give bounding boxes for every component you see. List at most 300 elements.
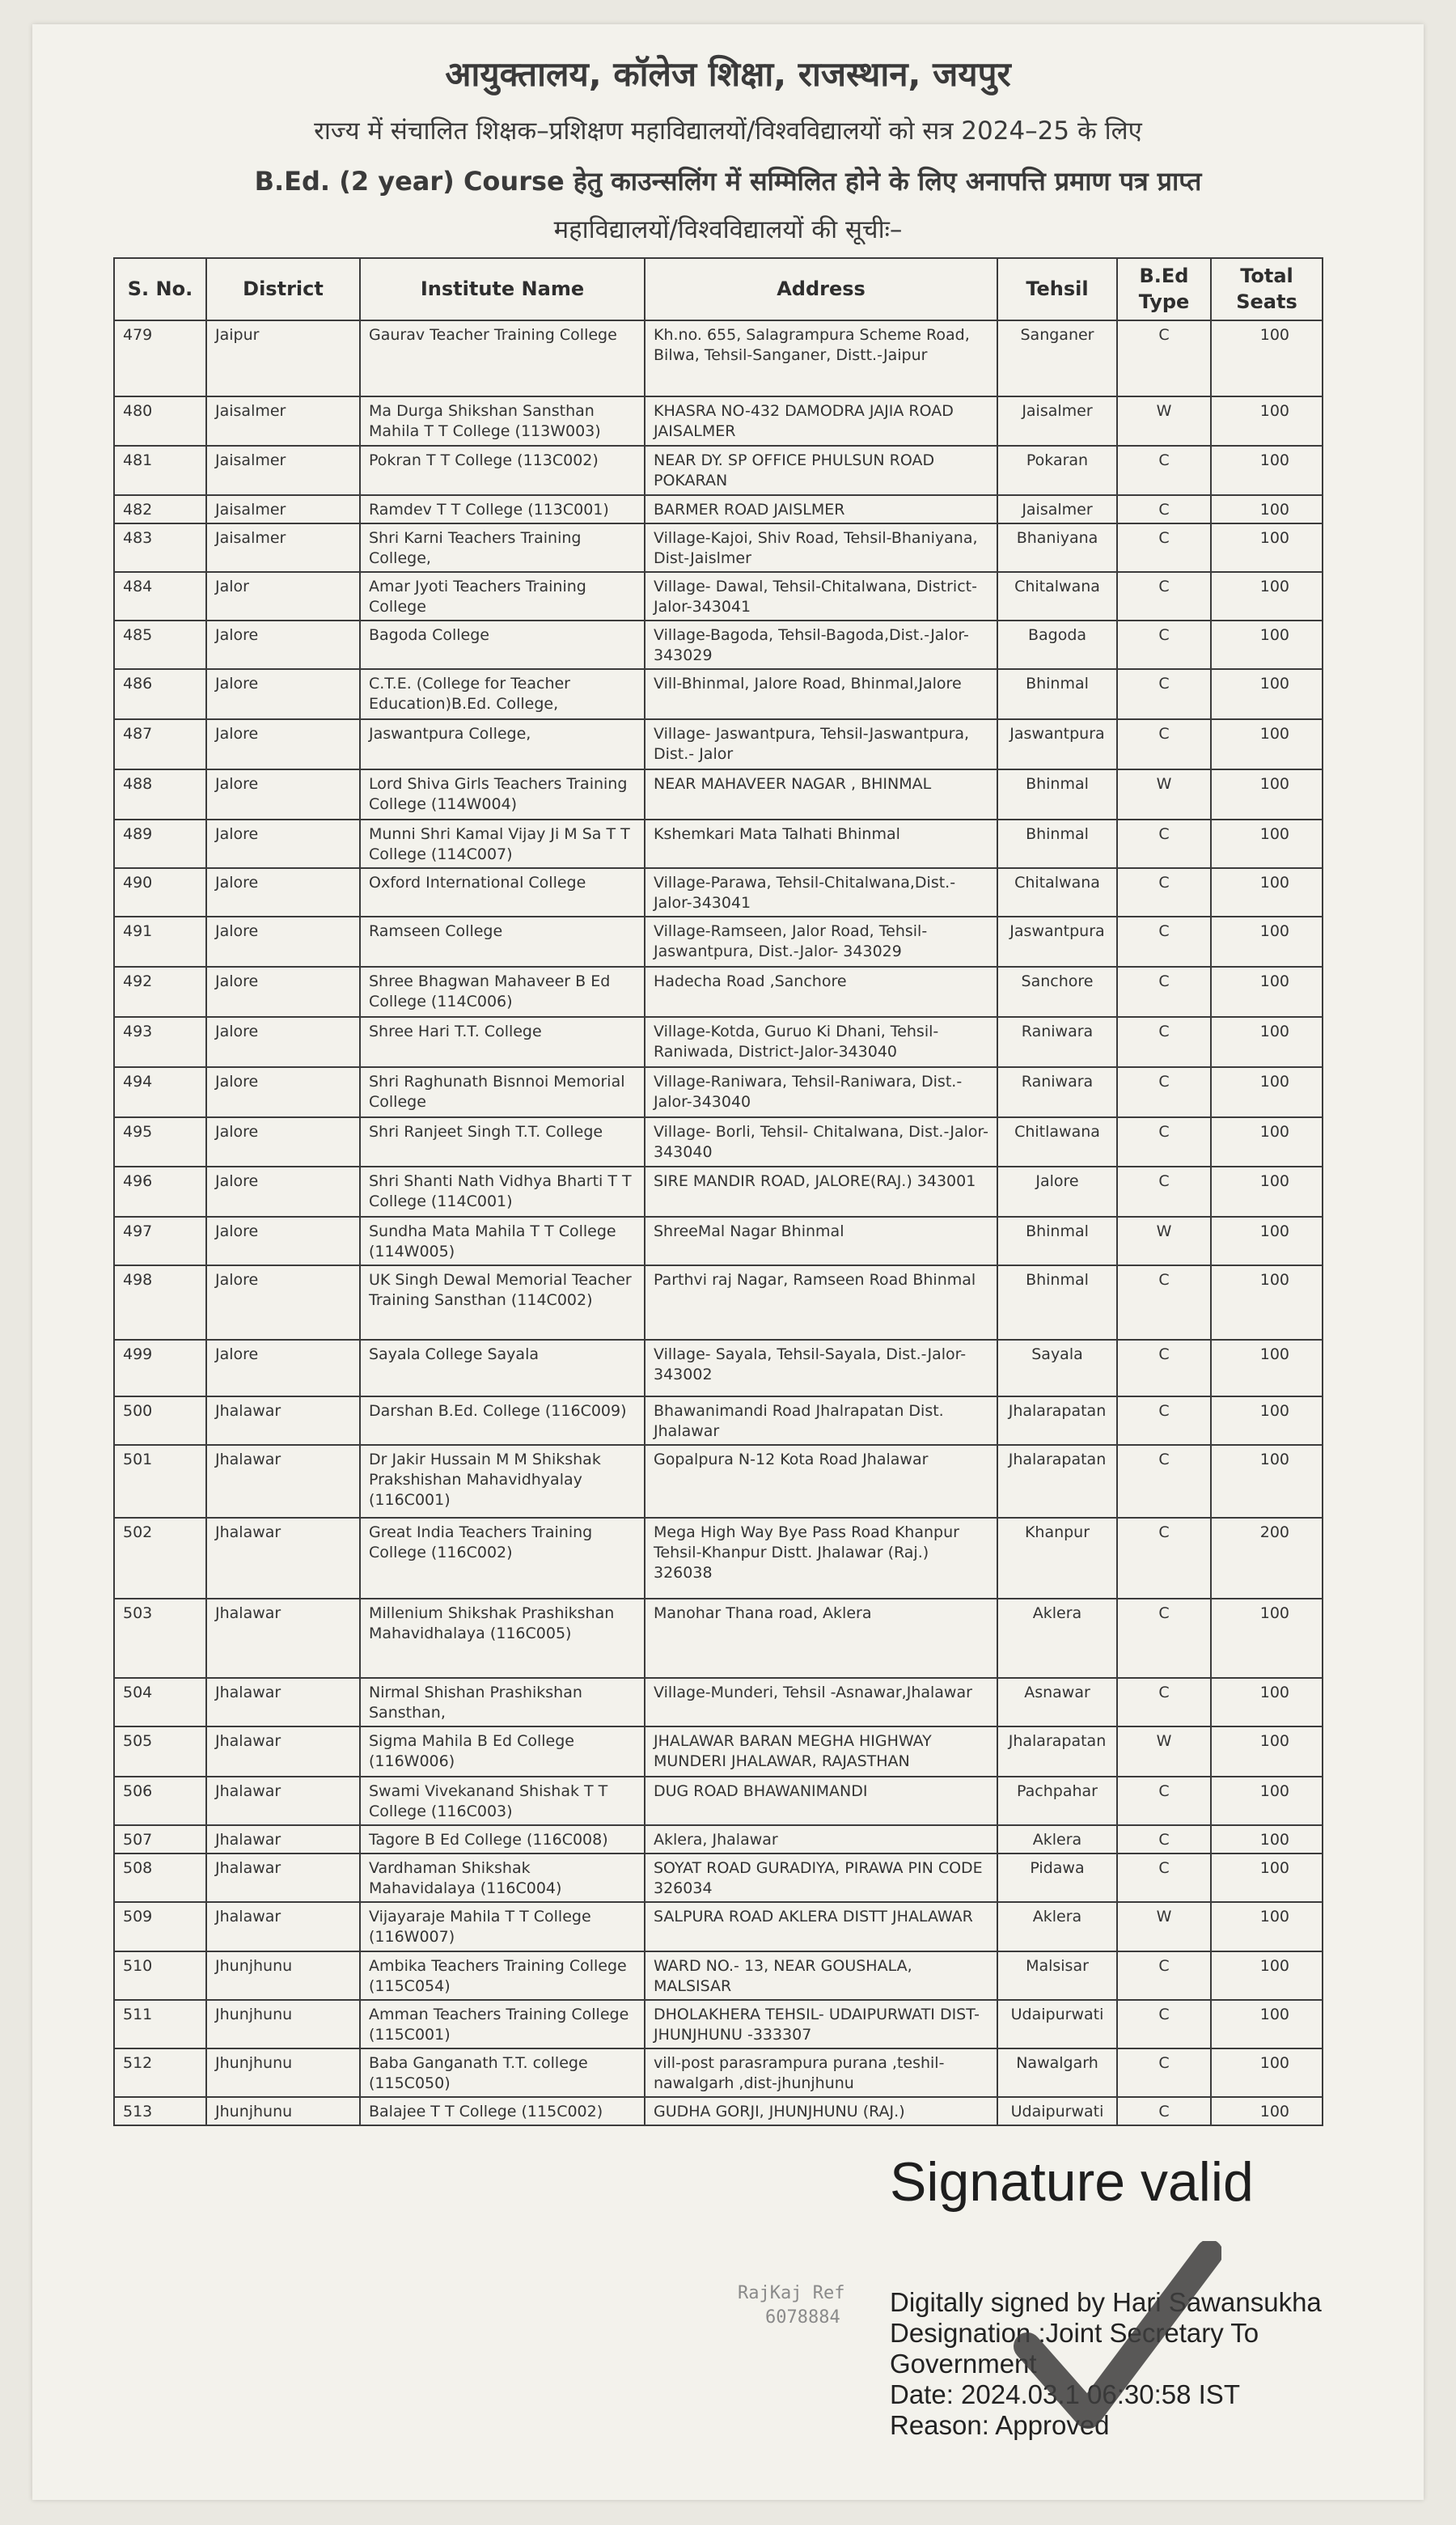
- cell-seats: 100: [1211, 1396, 1323, 1445]
- cell-district: Jhunjhunu: [206, 2048, 360, 2097]
- signature-line-1: Digitally signed by Hari Sawansukha: [890, 2287, 1322, 2317]
- cell-district: Jaisalmer: [206, 495, 360, 523]
- cell-sno: 508: [114, 1854, 206, 1902]
- cell-address: WARD NO.- 13, NEAR GOUSHALA, MALSISAR: [645, 1951, 997, 2000]
- cell-type: C: [1117, 917, 1211, 967]
- cell-seats: 100: [1211, 769, 1323, 820]
- cell-sno: 506: [114, 1777, 206, 1825]
- cell-sno: 485: [114, 621, 206, 669]
- table-row: [114, 2048, 1323, 2097]
- rajkaj-ref-label: RajKaj Ref: [738, 2283, 845, 2303]
- cell-address: Manohar Thana road, Aklera: [645, 1599, 997, 1678]
- table-row: [114, 572, 1323, 621]
- cell-seats: 100: [1211, 1777, 1323, 1825]
- table-row: [114, 1854, 1323, 1902]
- cell-address: Aklera, Jhalawar: [645, 1825, 997, 1854]
- cell-tehsil: Aklera: [997, 1599, 1117, 1678]
- cell-seats: 100: [1211, 523, 1323, 572]
- cell-tehsil: Jaswantpura: [997, 917, 1117, 967]
- cell-tehsil: Chitalwana: [997, 572, 1117, 621]
- cell-district: Jhalawar: [206, 1777, 360, 1825]
- cell-sno: 505: [114, 1726, 206, 1777]
- col-header-seats: Total Seats: [1211, 258, 1323, 320]
- cell-district: Jaisalmer: [206, 446, 360, 494]
- cell-type: C: [1117, 2000, 1211, 2048]
- cell-type: C: [1117, 2048, 1211, 2097]
- cell-sno: 490: [114, 868, 206, 917]
- table-header-row: [114, 258, 1323, 320]
- cell-seats: 100: [1211, 621, 1323, 669]
- cell-district: Jhalawar: [206, 1445, 360, 1518]
- cell-institute: Baba Ganganath T.T. college (115C050): [360, 2048, 645, 2097]
- cell-sno: 509: [114, 1902, 206, 1951]
- cell-type: C: [1117, 2097, 1211, 2125]
- cell-sno: 510: [114, 1951, 206, 2000]
- cell-sno: 512: [114, 2048, 206, 2097]
- cell-district: Jalore: [206, 868, 360, 917]
- table-row: [114, 1340, 1323, 1396]
- cell-type: C: [1117, 1599, 1211, 1678]
- cell-tehsil: Aklera: [997, 1902, 1117, 1951]
- cell-sno: 496: [114, 1167, 206, 1217]
- cell-seats: 100: [1211, 1678, 1323, 1726]
- cell-district: Jalore: [206, 621, 360, 669]
- cell-tehsil: Jaswantpura: [997, 719, 1117, 769]
- cell-tehsil: Pachpahar: [997, 1777, 1117, 1825]
- cell-type: C: [1117, 1067, 1211, 1117]
- signature-title: Signature valid: [890, 2151, 1254, 2213]
- cell-sno: 479: [114, 320, 206, 396]
- signature-line-2: Designation :Joint Secretary To: [890, 2318, 1259, 2348]
- cell-sno: 487: [114, 719, 206, 769]
- cell-tehsil: Jhalarapatan: [997, 1445, 1117, 1518]
- cell-type: C: [1117, 820, 1211, 868]
- cell-seats: 100: [1211, 1902, 1323, 1951]
- table-row: [114, 1599, 1323, 1678]
- table-row: [114, 1396, 1323, 1445]
- cell-type: W: [1117, 1902, 1211, 1951]
- cell-sno: 501: [114, 1445, 206, 1518]
- college-list-table: [113, 257, 1323, 2126]
- cell-sno: 500: [114, 1396, 206, 1445]
- cell-tehsil: Bhinmal: [997, 669, 1117, 719]
- table-row: [114, 1167, 1323, 1217]
- cell-address: ShreeMal Nagar Bhinmal: [645, 1217, 997, 1265]
- cell-seats: 100: [1211, 1340, 1323, 1396]
- table-row: [114, 1117, 1323, 1166]
- cell-institute: Great India Teachers Training College (116C002): [360, 1518, 645, 1599]
- cell-address: SOYAT ROAD GURADIYA, PIRAWA PIN CODE 326034: [645, 1854, 997, 1902]
- cell-district: Jhalawar: [206, 1396, 360, 1445]
- cell-tehsil: Bagoda: [997, 621, 1117, 669]
- cell-address: Vill-Bhinmal, Jalore Road, Bhinmal,Jalore: [645, 669, 997, 719]
- cell-type: C: [1117, 1854, 1211, 1902]
- cell-seats: 100: [1211, 1067, 1323, 1117]
- cell-institute: Ambika Teachers Training College (115C054): [360, 1951, 645, 2000]
- table-row: [114, 1726, 1323, 1777]
- cell-tehsil: Sayala: [997, 1340, 1117, 1396]
- col-header-institute: Institute Name: [360, 258, 645, 320]
- cell-sno: 492: [114, 967, 206, 1017]
- cell-institute: UK Singh Dewal Memorial Teacher Training Sansthan (114C002): [360, 1265, 645, 1340]
- cell-seats: 100: [1211, 1726, 1323, 1777]
- cell-seats: 100: [1211, 917, 1323, 967]
- cell-institute: Gaurav Teacher Training College: [360, 320, 645, 396]
- cell-sno: 482: [114, 495, 206, 523]
- cell-institute: Balajee T T College (115C002): [360, 2097, 645, 2125]
- cell-type: W: [1117, 396, 1211, 446]
- table-row: [114, 446, 1323, 494]
- cell-address: Village-Kotda, Guruo Ki Dhani, Tehsil-Raniwada, District-Jalor-343040: [645, 1017, 997, 1067]
- col-header-sno: S. No.: [114, 258, 206, 320]
- table-row: [114, 868, 1323, 917]
- cell-address: Village- Sayala, Tehsil-Sayala, Dist.-Jalor- 343002: [645, 1340, 997, 1396]
- cell-district: Jhalawar: [206, 1854, 360, 1902]
- table-row: [114, 523, 1323, 572]
- cell-district: Jhunjhunu: [206, 1951, 360, 2000]
- subtitle-line-3: महाविद्यालयों/विश्वविद्यालयों की सूचीः–: [553, 215, 903, 244]
- cell-tehsil: Aklera: [997, 1825, 1117, 1854]
- cell-district: Jhalawar: [206, 1518, 360, 1599]
- cell-type: C: [1117, 495, 1211, 523]
- cell-tehsil: Sanganer: [997, 320, 1117, 396]
- cell-sno: 484: [114, 572, 206, 621]
- cell-institute: Vardhaman Shikshak Mahavidalaya (116C004): [360, 1854, 645, 1902]
- cell-address: SALPURA ROAD AKLERA DISTT JHALAWAR: [645, 1902, 997, 1951]
- cell-type: C: [1117, 669, 1211, 719]
- cell-tehsil: Asnawar: [997, 1678, 1117, 1726]
- cell-seats: 100: [1211, 868, 1323, 917]
- cell-institute: Shri Shanti Nath Vidhya Bharti T T College (114C001): [360, 1167, 645, 1217]
- cell-institute: Ma Durga Shikshan Sansthan Mahila T T College (113W003): [360, 396, 645, 446]
- cell-institute: Lord Shiva Girls Teachers Training College (114W004): [360, 769, 645, 820]
- cell-tehsil: Pidawa: [997, 1854, 1117, 1902]
- table-row: [114, 1265, 1323, 1340]
- checkmark-icon: [1011, 2241, 1221, 2451]
- cell-sno: 503: [114, 1599, 206, 1678]
- cell-district: Jaisalmer: [206, 523, 360, 572]
- table-row: [114, 669, 1323, 719]
- cell-tehsil: Raniwara: [997, 1067, 1117, 1117]
- col-header-type: B.Ed Type: [1117, 258, 1211, 320]
- cell-district: Jalore: [206, 769, 360, 820]
- cell-seats: 100: [1211, 1017, 1323, 1067]
- cell-tehsil: Jaisalmer: [997, 396, 1117, 446]
- cell-district: Jalore: [206, 1265, 360, 1340]
- cell-type: C: [1117, 1518, 1211, 1599]
- cell-sno: 491: [114, 917, 206, 967]
- cell-district: Jalore: [206, 1340, 360, 1396]
- cell-institute: Millenium Shikshak Prashikshan Mahavidhalaya (116C005): [360, 1599, 645, 1678]
- cell-tehsil: Udaipurwati: [997, 2000, 1117, 2048]
- cell-seats: 100: [1211, 1854, 1323, 1902]
- cell-institute: Amman Teachers Training College (115C001): [360, 2000, 645, 2048]
- cell-type: C: [1117, 320, 1211, 396]
- cell-district: Jhalawar: [206, 1825, 360, 1854]
- office-title: आयुक्तालय, कॉलेज शिक्षा, राजस्थान, जयपुर: [445, 54, 1011, 94]
- table-row: [114, 820, 1323, 868]
- cell-institute: Amar Jyoti Teachers Training College: [360, 572, 645, 621]
- cell-tehsil: Jhalarapatan: [997, 1726, 1117, 1777]
- cell-address: GUDHA GORJI, JHUNJHUNU (RAJ.): [645, 2097, 997, 2125]
- cell-sno: 483: [114, 523, 206, 572]
- cell-tehsil: Bhaniyana: [997, 523, 1117, 572]
- cell-district: Jalore: [206, 967, 360, 1017]
- table-row: [114, 1518, 1323, 1599]
- cell-sno: 495: [114, 1117, 206, 1166]
- table-row: [114, 396, 1323, 446]
- cell-institute: Shri Raghunath Bisnnoi Memorial College: [360, 1067, 645, 1117]
- cell-district: Jalore: [206, 1167, 360, 1217]
- cell-address: Village-Bagoda, Tehsil-Bagoda,Dist.-Jalor-343029: [645, 621, 997, 669]
- cell-district: Jhalawar: [206, 1678, 360, 1726]
- cell-type: C: [1117, 1396, 1211, 1445]
- cell-type: W: [1117, 1217, 1211, 1265]
- cell-district: Jalore: [206, 1217, 360, 1265]
- cell-type: C: [1117, 1445, 1211, 1518]
- cell-address: SIRE MANDIR ROAD, JALORE(RAJ.) 343001: [645, 1167, 997, 1217]
- cell-sno: 507: [114, 1825, 206, 1854]
- cell-address: Village- Jaswantpura, Tehsil-Jaswantpura, Dist.- Jalor: [645, 719, 997, 769]
- cell-address: DHOLAKHERA TEHSIL- UDAIPURWATI DIST- JHUNJHUNU -333307: [645, 2000, 997, 2048]
- cell-type: C: [1117, 1167, 1211, 1217]
- cell-address: Village-Raniwara, Tehsil-Raniwara, Dist.-Jalor-343040: [645, 1067, 997, 1117]
- signature-line-3: Government: [890, 2349, 1037, 2379]
- cell-tehsil: Bhinmal: [997, 820, 1117, 868]
- cell-institute: Tagore B Ed College (116C008): [360, 1825, 645, 1854]
- table-row: [114, 1825, 1323, 1854]
- cell-district: Jalore: [206, 1067, 360, 1117]
- cell-type: C: [1117, 1951, 1211, 2000]
- cell-district: Jhalawar: [206, 1599, 360, 1678]
- cell-type: C: [1117, 1017, 1211, 1067]
- cell-address: Village-Kajoi, Shiv Road, Tehsil-Bhaniyana, Dist-Jaislmer: [645, 523, 997, 572]
- cell-institute: Sundha Mata Mahila T T College (114W005): [360, 1217, 645, 1265]
- cell-institute: Ramdev T T College (113C001): [360, 495, 645, 523]
- cell-seats: 100: [1211, 1825, 1323, 1854]
- table-row: [114, 1067, 1323, 1117]
- cell-institute: Swami Vivekanand Shishak T T College (116C003): [360, 1777, 645, 1825]
- cell-address: Village-Ramseen, Jalor Road, Tehsil-Jaswantpura, Dist.-Jalor- 343029: [645, 917, 997, 967]
- cell-sno: 504: [114, 1678, 206, 1726]
- cell-sno: 511: [114, 2000, 206, 2048]
- cell-seats: 200: [1211, 1518, 1323, 1599]
- cell-seats: 100: [1211, 320, 1323, 396]
- table-row: [114, 1017, 1323, 1067]
- cell-institute: C.T.E. (College for Teacher Education)B.Ed. College,: [360, 669, 645, 719]
- cell-institute: Ramseen College: [360, 917, 645, 967]
- cell-type: W: [1117, 1726, 1211, 1777]
- cell-seats: 100: [1211, 719, 1323, 769]
- cell-institute: Shri Karni Teachers Training College,: [360, 523, 645, 572]
- table-row: [114, 320, 1323, 396]
- cell-seats: 100: [1211, 396, 1323, 446]
- cell-institute: Pokran T T College (113C002): [360, 446, 645, 494]
- table-row: [114, 967, 1323, 1017]
- cell-type: C: [1117, 621, 1211, 669]
- cell-district: Jhunjhunu: [206, 2000, 360, 2048]
- col-header-address: Address: [645, 258, 997, 320]
- cell-seats: 100: [1211, 2000, 1323, 2048]
- cell-district: Jalore: [206, 1017, 360, 1067]
- signature-line-4: Date: 2024.03.1 06:30:58 IST: [890, 2379, 1240, 2409]
- cell-address: BARMER ROAD JAISLMER: [645, 495, 997, 523]
- cell-sno: 499: [114, 1340, 206, 1396]
- cell-seats: 100: [1211, 967, 1323, 1017]
- table-row: [114, 1777, 1323, 1825]
- subtitle-line-2: B.Ed. (2 year) Course हेतु काउन्सलिंग में सम्मिलित होने के लिए अनापत्ति प्रमाण पत्र प्राप्त: [254, 166, 1202, 197]
- cell-type: C: [1117, 1777, 1211, 1825]
- table-row: [114, 621, 1323, 669]
- cell-address: Village-Munderi, Tehsil -Asnawar,Jhalawar: [645, 1678, 997, 1726]
- cell-tehsil: Chitlawana: [997, 1117, 1117, 1166]
- cell-tehsil: Pokaran: [997, 446, 1117, 494]
- cell-institute: Nirmal Shishan Prashikshan Sansthan,: [360, 1678, 645, 1726]
- cell-institute: Munni Shri Kamal Vijay Ji M Sa T T College (114C007): [360, 820, 645, 868]
- cell-tehsil: Malsisar: [997, 1951, 1117, 2000]
- cell-sno: 486: [114, 669, 206, 719]
- cell-tehsil: Jalore: [997, 1167, 1117, 1217]
- cell-address: NEAR MAHAVEER NAGAR , BHINMAL: [645, 769, 997, 820]
- cell-type: C: [1117, 1678, 1211, 1726]
- cell-address: vill-post parasrampura purana ,teshil-nawalgarh ,dist-jhunjhunu: [645, 2048, 997, 2097]
- cell-address: Kh.no. 655, Salagrampura Scheme Road, Bilwa, Tehsil-Sanganer, Distt.-Jaipur: [645, 320, 997, 396]
- cell-institute: Shri Ranjeet Singh T.T. College: [360, 1117, 645, 1166]
- cell-seats: 100: [1211, 1265, 1323, 1340]
- cell-district: Jaipur: [206, 320, 360, 396]
- cell-seats: 100: [1211, 2048, 1323, 2097]
- table-row: [114, 719, 1323, 769]
- cell-sno: 497: [114, 1217, 206, 1265]
- cell-institute: Vijayaraje Mahila T T College (116W007): [360, 1902, 645, 1951]
- cell-seats: 100: [1211, 1951, 1323, 2000]
- cell-tehsil: Jhalarapatan: [997, 1396, 1117, 1445]
- cell-tehsil: Chitalwana: [997, 868, 1117, 917]
- table-row: [114, 769, 1323, 820]
- cell-sno: 498: [114, 1265, 206, 1340]
- cell-district: Jalore: [206, 917, 360, 967]
- cell-seats: 100: [1211, 669, 1323, 719]
- cell-seats: 100: [1211, 572, 1323, 621]
- cell-seats: 100: [1211, 1599, 1323, 1678]
- table-row: [114, 2000, 1323, 2048]
- cell-seats: 100: [1211, 1167, 1323, 1217]
- cell-address: Bhawanimandi Road Jhalrapatan Dist. Jhalawar: [645, 1396, 997, 1445]
- cell-seats: 100: [1211, 1117, 1323, 1166]
- table-row: [114, 1902, 1323, 1951]
- cell-address: NEAR DY. SP OFFICE PHULSUN ROAD POKARAN: [645, 446, 997, 494]
- cell-type: C: [1117, 967, 1211, 1017]
- cell-type: C: [1117, 446, 1211, 494]
- cell-type: W: [1117, 769, 1211, 820]
- cell-institute: Oxford International College: [360, 868, 645, 917]
- rajkaj-ref-number: 6078884: [765, 2307, 840, 2328]
- cell-district: Jhalawar: [206, 1902, 360, 1951]
- cell-institute: Darshan B.Ed. College (116C009): [360, 1396, 645, 1445]
- cell-address: JHALAWAR BARAN MEGHA HIGHWAY MUNDERI JHALAWAR, RAJASTHAN: [645, 1726, 997, 1777]
- cell-institute: Sayala College Sayala: [360, 1340, 645, 1396]
- cell-address: Gopalpura N-12 Kota Road Jhalawar: [645, 1445, 997, 1518]
- cell-district: Jalore: [206, 1117, 360, 1166]
- col-header-tehsil: Tehsil: [997, 258, 1117, 320]
- subtitle-line-1: राज्य में संचालित शिक्षक–प्रशिक्षण महाविद्यालयों/विश्वविद्यालयों को सत्र 2024–25 के लिए: [314, 117, 1142, 146]
- cell-type: C: [1117, 1117, 1211, 1166]
- cell-district: Jalore: [206, 669, 360, 719]
- cell-sno: 489: [114, 820, 206, 868]
- cell-tehsil: Jaisalmer: [997, 495, 1117, 523]
- table-row: [114, 1445, 1323, 1518]
- cell-tehsil: Sanchore: [997, 967, 1117, 1017]
- cell-institute: Sigma Mahila B Ed College (116W006): [360, 1726, 645, 1777]
- cell-tehsil: Raniwara: [997, 1017, 1117, 1067]
- cell-seats: 100: [1211, 495, 1323, 523]
- cell-type: C: [1117, 572, 1211, 621]
- cell-sno: 488: [114, 769, 206, 820]
- col-header-district: District: [206, 258, 360, 320]
- table-row: [114, 495, 1323, 523]
- table-row: [114, 1951, 1323, 2000]
- signature-line-5: Reason: Approved: [890, 2410, 1110, 2440]
- cell-sno: 502: [114, 1518, 206, 1599]
- cell-type: C: [1117, 523, 1211, 572]
- cell-address: Mega High Way Bye Pass Road Khanpur Tehsil-Khanpur Distt. Jhalawar (Raj.) 326038: [645, 1518, 997, 1599]
- cell-seats: 100: [1211, 820, 1323, 868]
- cell-type: C: [1117, 719, 1211, 769]
- cell-address: Village-Parawa, Tehsil-Chitalwana,Dist.-Jalor-343041: [645, 868, 997, 917]
- cell-institute: Shree Bhagwan Mahaveer B Ed College (114C006): [360, 967, 645, 1017]
- cell-seats: 100: [1211, 2097, 1323, 2125]
- table-row: [114, 1678, 1323, 1726]
- cell-address: Village- Borli, Tehsil- Chitalwana, Dist.-Jalor-343040: [645, 1117, 997, 1166]
- cell-address: Kshemkari Mata Talhati Bhinmal: [645, 820, 997, 868]
- table-row: [114, 2097, 1323, 2125]
- cell-address: Hadecha Road ,Sanchore: [645, 967, 997, 1017]
- cell-district: Jalore: [206, 820, 360, 868]
- cell-district: Jhalawar: [206, 1726, 360, 1777]
- cell-tehsil: Bhinmal: [997, 1217, 1117, 1265]
- table-row: [114, 1217, 1323, 1265]
- cell-seats: 100: [1211, 446, 1323, 494]
- cell-sno: 494: [114, 1067, 206, 1117]
- cell-type: C: [1117, 868, 1211, 917]
- cell-sno: 493: [114, 1017, 206, 1067]
- cell-address: Parthvi raj Nagar, Ramseen Road Bhinmal: [645, 1265, 997, 1340]
- cell-type: C: [1117, 1825, 1211, 1854]
- cell-district: Jaisalmer: [206, 396, 360, 446]
- cell-institute: Jaswantpura College,: [360, 719, 645, 769]
- cell-sno: 513: [114, 2097, 206, 2125]
- cell-type: C: [1117, 1340, 1211, 1396]
- cell-district: Jalor: [206, 572, 360, 621]
- cell-sno: 480: [114, 396, 206, 446]
- cell-address: DUG ROAD BHAWANIMANDI: [645, 1777, 997, 1825]
- cell-sno: 481: [114, 446, 206, 494]
- cell-tehsil: Nawalgarh: [997, 2048, 1117, 2097]
- cell-tehsil: Bhinmal: [997, 1265, 1117, 1340]
- cell-institute: Shree Hari T.T. College: [360, 1017, 645, 1067]
- cell-district: Jhunjhunu: [206, 2097, 360, 2125]
- cell-address: Village- Dawal, Tehsil-Chitalwana, District-Jalor-343041: [645, 572, 997, 621]
- cell-type: C: [1117, 1265, 1211, 1340]
- table-row: [114, 917, 1323, 967]
- cell-tehsil: Bhinmal: [997, 769, 1117, 820]
- cell-seats: 100: [1211, 1445, 1323, 1518]
- cell-address: KHASRA NO-432 DAMODRA JAJIA ROAD JAISALMER: [645, 396, 997, 446]
- cell-institute: Bagoda College: [360, 621, 645, 669]
- cell-district: Jalore: [206, 719, 360, 769]
- cell-institute: Dr Jakir Hussain M M Shikshak Prakshishan Mahavidhyalay (116C001): [360, 1445, 645, 1518]
- cell-tehsil: Udaipurwati: [997, 2097, 1117, 2125]
